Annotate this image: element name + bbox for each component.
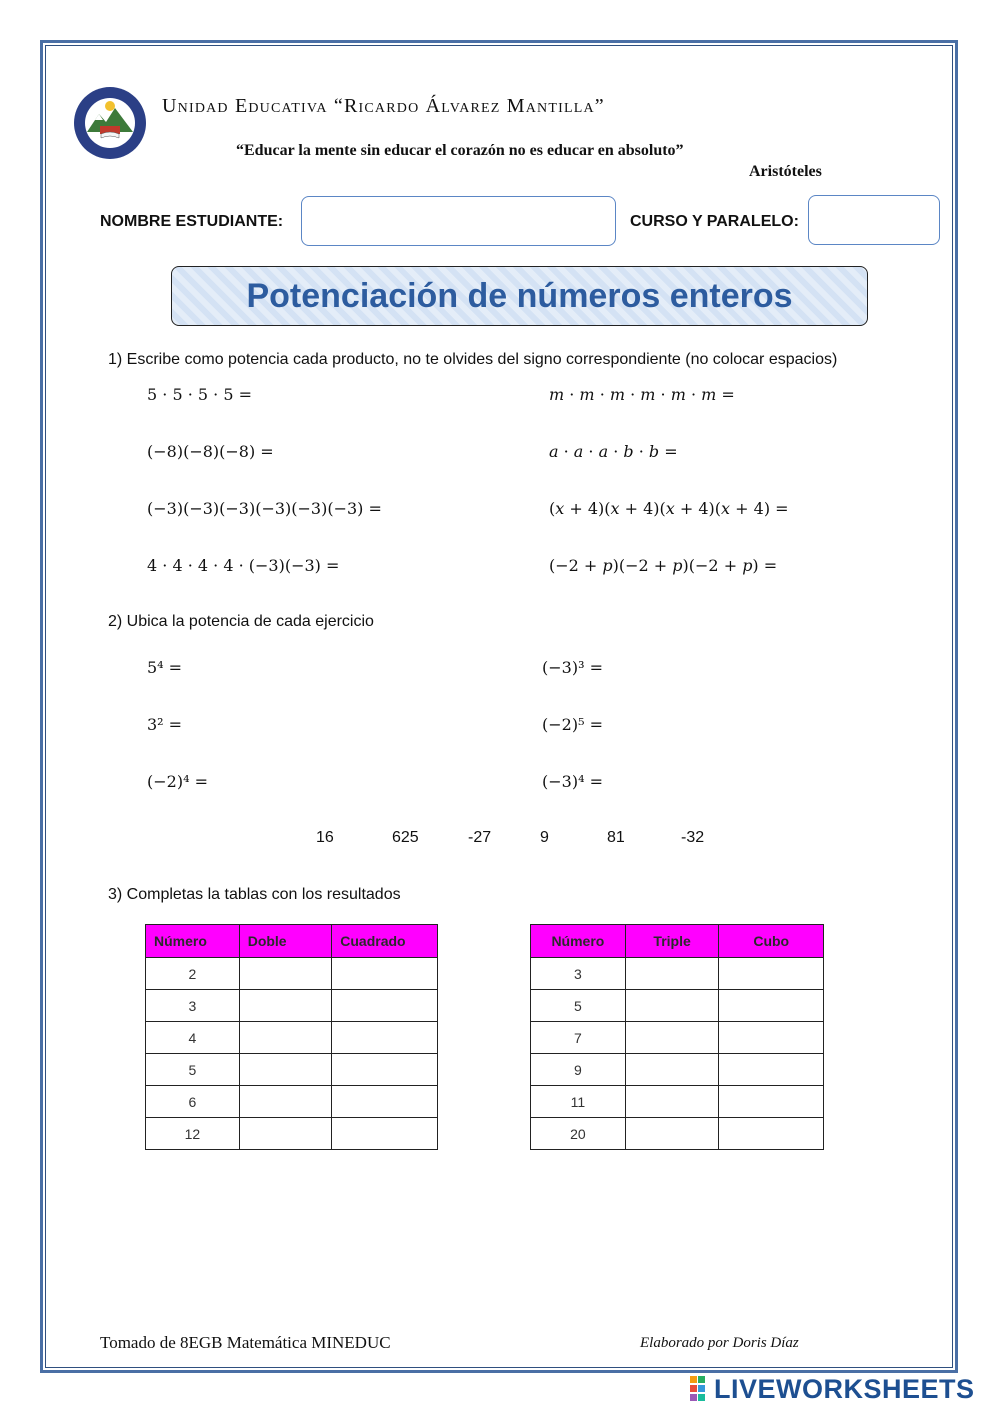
title-banner — [171, 266, 868, 326]
page-title: Potenciación de números enteros — [246, 277, 793, 315]
option-value: 625 — [392, 829, 419, 846]
table-row — [146, 1022, 438, 1054]
answer-cell[interactable] — [625, 1086, 719, 1118]
quote-text: “Educar la mente sin educar el corazón no es educar en absoluto” — [236, 142, 684, 159]
course-field[interactable] — [808, 195, 940, 245]
table-header-row — [146, 925, 438, 958]
answer-cell[interactable] — [719, 1054, 824, 1086]
answer-cell[interactable] — [719, 958, 824, 990]
answer-cell[interactable] — [332, 1054, 438, 1086]
number-cell: 2 — [146, 958, 240, 990]
option-value: 9 — [540, 829, 549, 846]
header-number: Número — [146, 925, 240, 958]
answer-cell[interactable] — [625, 990, 719, 1022]
table-triple-cube — [530, 924, 824, 1150]
watermark-text: LIVEWORKSHEETS — [714, 1373, 975, 1404]
exercise-1c: (−3)(−3)(−3)(−3)(−3)(−3) = — [147, 499, 382, 518]
header-double: Doble — [239, 925, 332, 958]
table-row — [531, 958, 824, 990]
answer-cell[interactable] — [332, 990, 438, 1022]
exercise-2d: (−3)³ = — [542, 658, 603, 677]
answer-cell[interactable] — [719, 1086, 824, 1118]
student-name-label: NOMBRE ESTUDIANTE: — [100, 213, 284, 230]
table-row — [146, 990, 438, 1022]
number-cell: 6 — [146, 1086, 240, 1118]
answer-cell[interactable] — [239, 958, 332, 990]
number-cell: 5 — [531, 990, 626, 1022]
answer-cell[interactable] — [719, 1022, 824, 1054]
school-logo — [73, 86, 147, 160]
section3-prompt: 3) Completas la tablas con los resultados — [108, 886, 401, 903]
exercise-1g: (𝑥 + 4)(𝑥 + 4)(𝑥 + 4)(𝑥 + 4) = — [549, 499, 789, 518]
table-row — [531, 1086, 824, 1118]
exercise-1f: 𝑎 · 𝑎 · 𝑎 · 𝑏 · 𝑏 = — [549, 442, 678, 461]
table-row — [146, 958, 438, 990]
table-row — [531, 990, 824, 1022]
answer-cell[interactable] — [332, 1086, 438, 1118]
answer-cell[interactable] — [239, 1022, 332, 1054]
number-cell: 9 — [531, 1054, 626, 1086]
answer-cell[interactable] — [625, 1118, 719, 1150]
header-number: Número — [531, 925, 626, 958]
header-square: Cuadrado — [332, 925, 438, 958]
exercise-2c: (−2)⁴ = — [147, 772, 208, 791]
answer-cell[interactable] — [625, 1054, 719, 1086]
header-cube: Cubo — [719, 925, 824, 958]
table-double-square — [145, 924, 438, 1150]
option-value: 16 — [316, 829, 334, 846]
course-label: CURSO Y PARALELO: — [630, 213, 799, 230]
answer-cell[interactable] — [239, 990, 332, 1022]
exercise-1b: (−8)(−8)(−8) = — [147, 442, 274, 461]
answer-cell[interactable] — [332, 1118, 438, 1150]
exercise-1a: 5 · 5 · 5 · 5 = — [147, 385, 252, 404]
answer-cell[interactable] — [719, 1118, 824, 1150]
table-header-row — [531, 925, 824, 958]
exercise-2a: 5⁴ = — [147, 658, 183, 677]
number-cell: 20 — [531, 1118, 626, 1150]
exercise-2e: (−2)⁵ = — [542, 715, 603, 734]
exercise-1h: (−2 + 𝑝)(−2 + 𝑝)(−2 + 𝑝) = — [549, 556, 778, 575]
answer-cell[interactable] — [332, 1022, 438, 1054]
number-cell: 3 — [146, 990, 240, 1022]
footer-author: Elaborado por Doris Díaz — [640, 1335, 799, 1351]
answer-cell[interactable] — [239, 1086, 332, 1118]
student-name-field[interactable] — [301, 196, 616, 246]
table-row — [146, 1118, 438, 1150]
option-value: 81 — [607, 829, 625, 846]
section1-prompt: 1) Escribe como potencia cada producto, no te olvides del signo correspondiente (no colocar espacios) — [108, 351, 838, 368]
school-name: Unidad Educativa “Ricardo Álvarez Mantilla” — [162, 95, 605, 117]
table-row — [146, 1086, 438, 1118]
answer-cell[interactable] — [239, 1118, 332, 1150]
table-row — [146, 1054, 438, 1086]
number-cell: 11 — [531, 1086, 626, 1118]
answer-cell[interactable] — [332, 958, 438, 990]
number-cell: 7 — [531, 1022, 626, 1054]
table-row — [531, 1118, 824, 1150]
option-value: -32 — [681, 829, 705, 846]
section2-prompt: 2) Ubica la potencia de cada ejercicio — [108, 613, 374, 630]
exercise-2f: (−3)⁴ = — [542, 772, 603, 791]
number-cell: 5 — [146, 1054, 240, 1086]
exercise-1e: 𝑚 · 𝑚 · 𝑚 · 𝑚 · 𝑚 · 𝑚 = — [549, 385, 735, 404]
table-row — [531, 1022, 824, 1054]
liveworksheets-logo — [690, 1374, 975, 1404]
answer-cell[interactable] — [719, 990, 824, 1022]
answer-cell[interactable] — [625, 1022, 719, 1054]
number-cell: 4 — [146, 1022, 240, 1054]
table-row — [531, 1054, 824, 1086]
footer-source: Tomado de 8EGB Matemática MINEDUC — [100, 1333, 391, 1352]
quote-author: Aristóteles — [749, 163, 822, 180]
answer-cell[interactable] — [625, 958, 719, 990]
exercise-2b: 3² = — [147, 715, 183, 734]
exercise-1d: 4 · 4 · 4 · 4 · (−3)(−3) = — [147, 556, 340, 575]
number-cell: 12 — [146, 1118, 240, 1150]
liveworksheets-icon — [690, 1376, 714, 1402]
answer-cell[interactable] — [239, 1054, 332, 1086]
option-value: -27 — [468, 829, 492, 846]
number-cell: 3 — [531, 958, 626, 990]
header-triple: Triple — [625, 925, 719, 958]
